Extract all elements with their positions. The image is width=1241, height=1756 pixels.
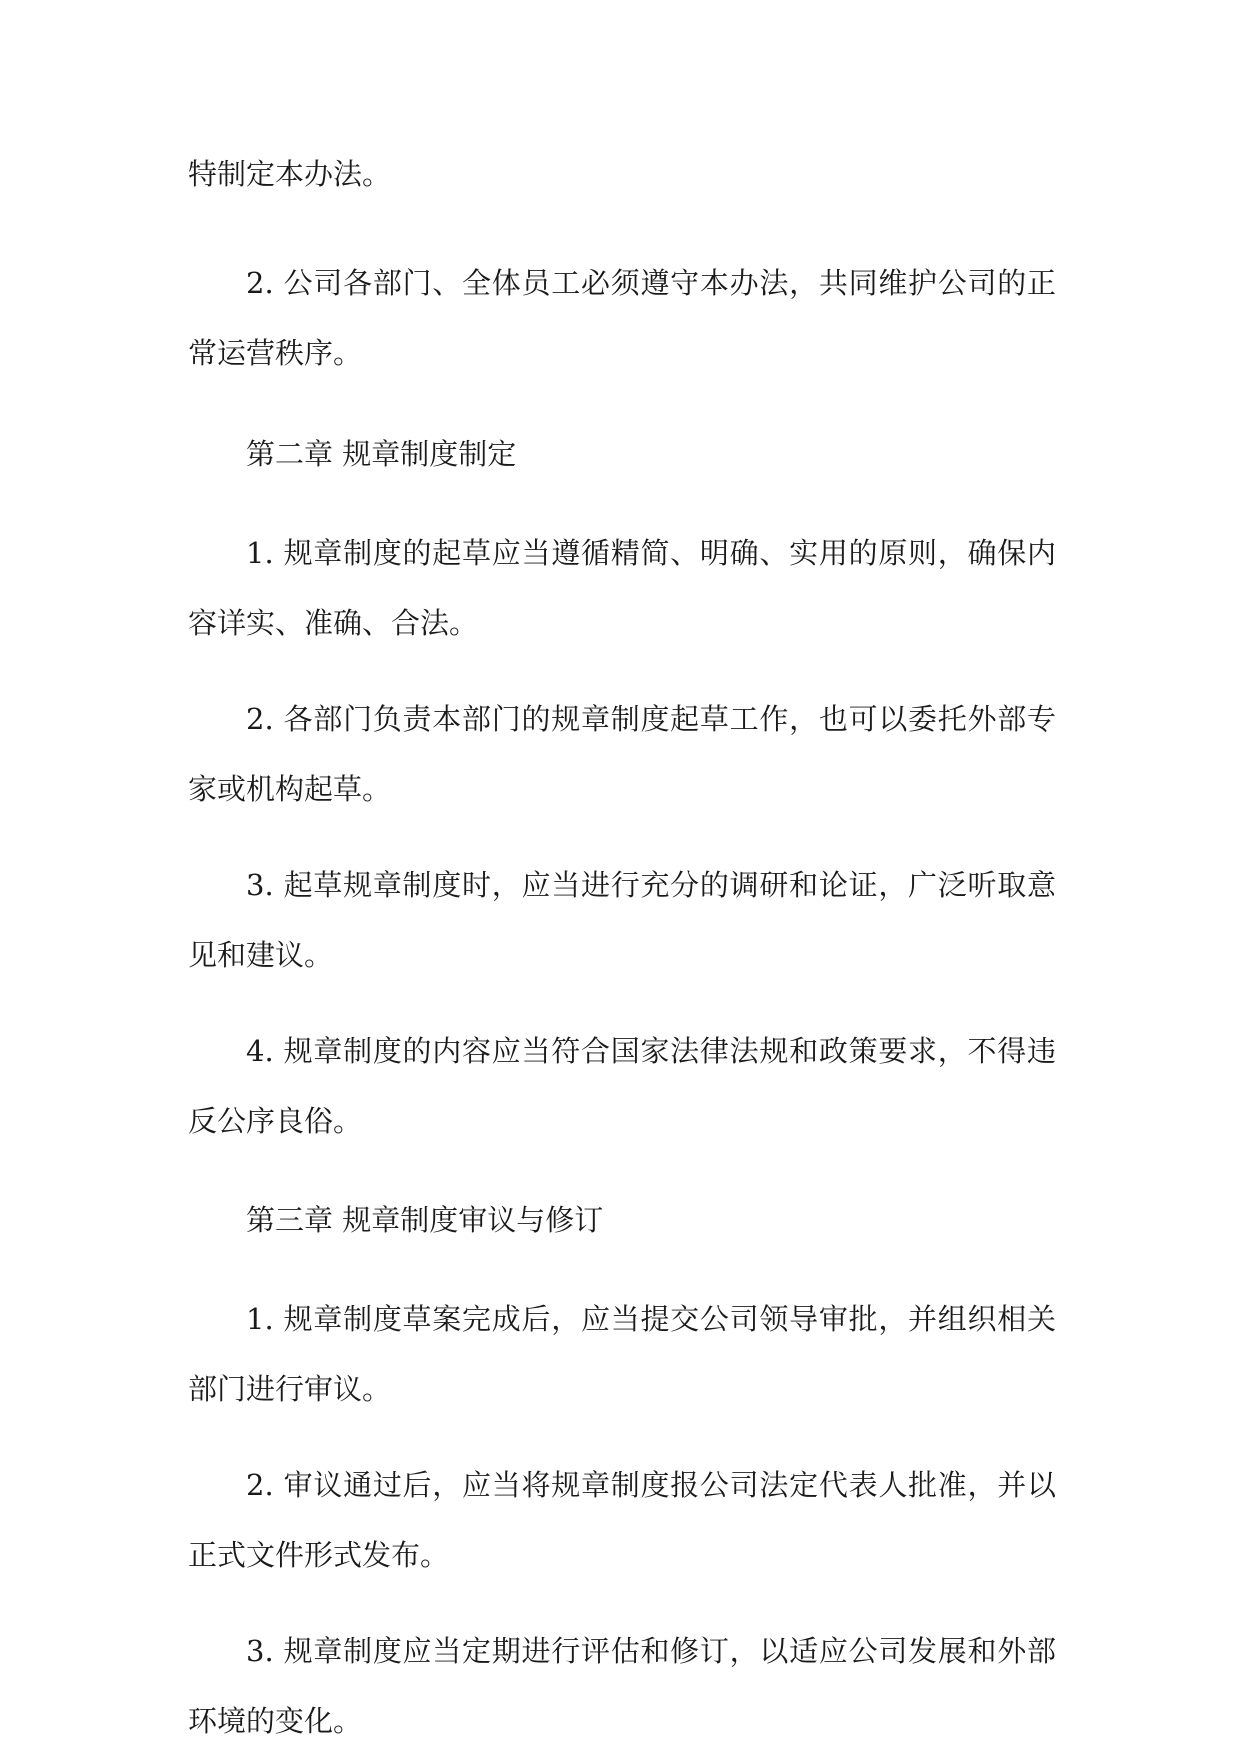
- document-body: [188, 136, 1056, 1756]
- paragraph-continuation: 特制定本办法。: [188, 157, 392, 191]
- paragraph-ch2-item-1: 1. 规章制度的起草应当遵循精简、明确、实用的原则，确保内容详实、准确、合法。: [188, 536, 1056, 640]
- chapter-3-heading: 第三章 规章制度审议与修订: [246, 1203, 604, 1237]
- paragraph-ch3-item-1: 1. 规章制度草案完成后，应当提交公司领导审批，并组织相关部门进行审议。: [188, 1302, 1056, 1406]
- paragraph-ch2-item-3: 3. 起草规章制度时，应当进行充分的调研和论证，广泛听取意见和建议。: [188, 868, 1056, 972]
- paragraph-ch3-item-3: 3. 规章制度应当定期进行评估和修订，以适应公司发展和外部环境的变化。: [188, 1634, 1056, 1738]
- paragraph-ch3-item-2: 2. 审议通过后，应当将规章制度报公司法定代表人批准，并以正式文件形式发布。: [188, 1468, 1056, 1572]
- paragraph-article-2: 2. 公司各部门、全体员工必须遵守本办法，共同维护公司的正常运营秩序。: [188, 266, 1056, 370]
- chapter-2-heading: 第二章 规章制度制定: [246, 437, 517, 471]
- paragraph-ch2-item-2: 2. 各部门负责本部门的规章制度起草工作，也可以委托外部专家或机构起草。: [188, 702, 1056, 806]
- paragraph-ch2-item-4: 4. 规章制度的内容应当符合国家法律法规和政策要求，不得违反公序良俗。: [188, 1034, 1056, 1138]
